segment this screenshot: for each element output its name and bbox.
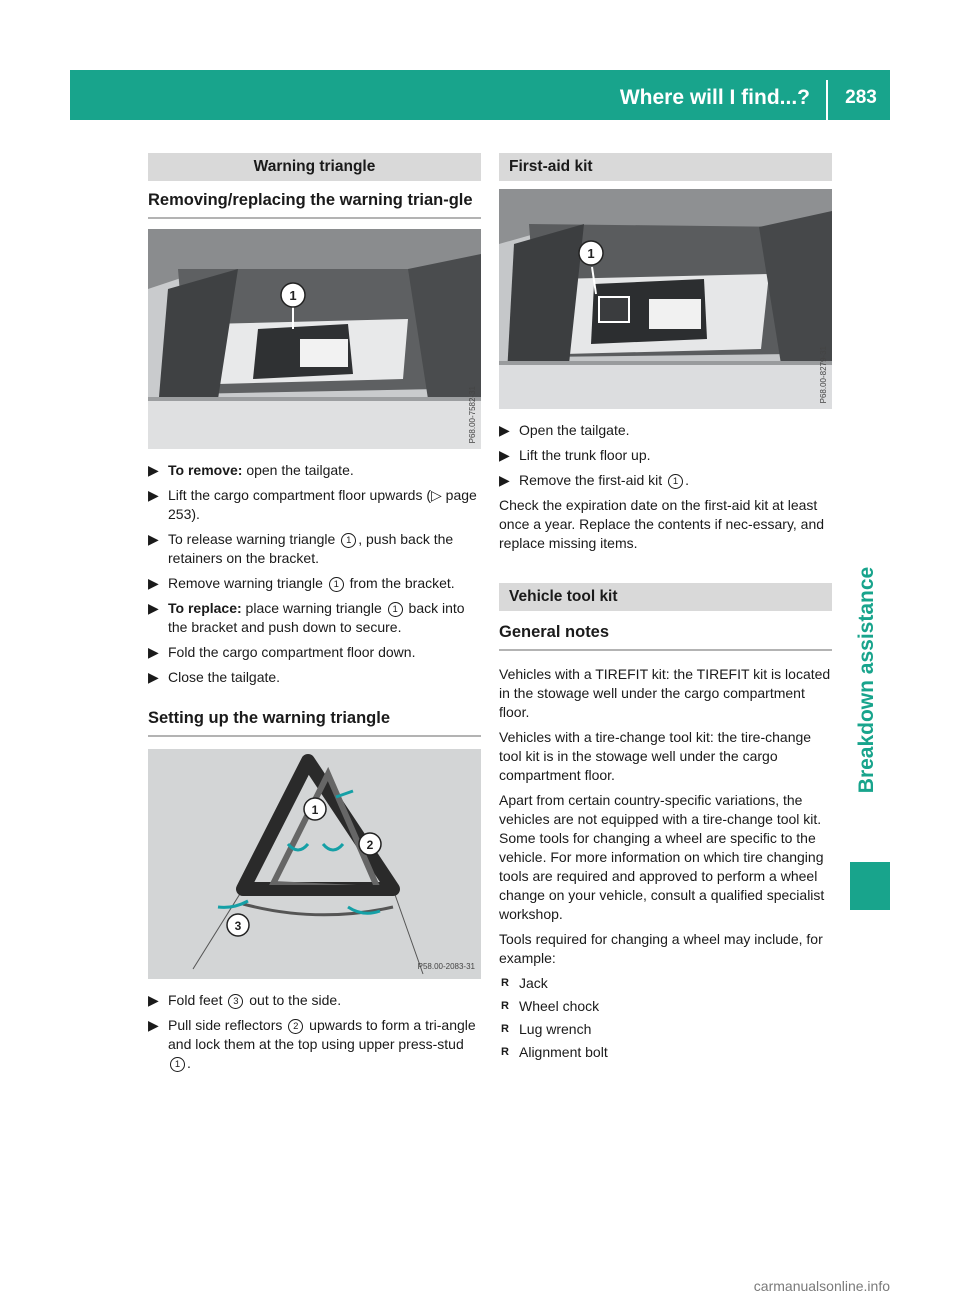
list-item: ▶ To remove: open the tailgate. xyxy=(148,462,354,478)
header-divider xyxy=(826,80,828,120)
paragraph: Tools required for changing a wheel may include, for example: xyxy=(499,931,823,966)
right-column xyxy=(499,153,832,1066)
trunk-first-aid-illustration xyxy=(499,189,832,409)
figure-trunk-warning-triangle xyxy=(148,229,481,449)
expiration-note: Check the expiration date on the first-aid kit at least once a year. Replace the contents if nec-essary, and replace missing items. xyxy=(499,497,825,551)
step-arrow-icon: ▶ xyxy=(148,600,159,616)
list-item: ▶ Lift the trunk floor up. xyxy=(499,447,651,463)
step-arrow-icon: ▶ xyxy=(148,487,159,503)
section-title-first-aid-kit: First-aid kit xyxy=(499,153,832,181)
section-title-vehicle-tool-kit: Vehicle tool kit xyxy=(499,583,832,611)
list-item: ▶ To release warning triangle 1 , push back the retainers on the bracket. xyxy=(148,531,454,566)
step-arrow-icon: ▶ xyxy=(148,992,159,1008)
list-item: ▶ Remove the first-aid kit 1 . xyxy=(499,472,689,488)
left-column xyxy=(148,153,481,1079)
list-item: R Alignment bolt xyxy=(501,1044,608,1060)
step-arrow-icon: ▶ xyxy=(499,447,510,463)
step-arrow-icon: ▶ xyxy=(148,575,159,591)
list-item: R Lug wrench xyxy=(501,1021,592,1037)
callout-3: 3 xyxy=(234,919,242,933)
watermark: carmanualsonline.info xyxy=(753,1278,890,1294)
callout-1: 1 xyxy=(289,288,297,303)
general-notes-body xyxy=(499,665,832,968)
setup-steps xyxy=(148,991,481,1073)
paragraph: Vehicles with a tire-change tool kit: the tire-change tool kit is in the stowage well under the cargo compartment floor. xyxy=(499,729,812,783)
step-arrow-icon: ▶ xyxy=(148,669,159,685)
figure-code: P58.00-2083-31 xyxy=(417,962,475,971)
bullet-icon: R xyxy=(501,1023,509,1035)
list-item: ▶ To replace: place warning triangle 1 back into the bracket and push down to secure. xyxy=(148,600,465,635)
list-item: R Jack xyxy=(501,975,548,991)
header-title: Where will I find...? xyxy=(619,86,810,109)
subheading-removing: Removing/replacing the warning trian-gle xyxy=(148,181,481,219)
paragraph: Vehicles with a TIREFIT kit: the TIREFIT kit is located in the stowage well under the cargo compartment floor. xyxy=(499,666,831,720)
step-arrow-icon: ▶ xyxy=(148,644,159,660)
bullet-icon: R xyxy=(501,977,509,989)
chapter-label: Breakdown assistance xyxy=(855,566,878,794)
list-item: R Wheel chock xyxy=(501,998,600,1014)
chapter-side-tab xyxy=(844,520,890,840)
step-arrow-icon: ▶ xyxy=(499,422,510,438)
callout-1: 1 xyxy=(587,246,595,261)
figure-warning-triangle-setup xyxy=(148,749,481,979)
list-item: ▶ Open the tailgate. xyxy=(499,422,630,438)
step-arrow-icon: ▶ xyxy=(148,531,159,547)
list-item: ▶ Fold the cargo compartment floor down. xyxy=(148,644,416,660)
subheading-setting-up: Setting up the warning triangle xyxy=(148,697,481,737)
list-item: ▶ Pull side reflectors 2 upwards to form a tri-angle and lock them at the top using upper press-stud 1 . xyxy=(148,1017,476,1071)
list-item: ▶ Fold feet 3 out to the side. xyxy=(148,992,342,1008)
page-number: 283 xyxy=(845,87,877,108)
list-item: ▶ Close the tailgate. xyxy=(148,669,281,685)
triangle-illustration xyxy=(148,749,481,979)
subheading-general-notes: General notes xyxy=(499,611,832,651)
list-item: ▶ Lift the cargo compartment floor upwards (▷ page 253). xyxy=(148,487,477,522)
tool-list xyxy=(499,974,832,1062)
bullet-icon: R xyxy=(501,1000,509,1012)
callout-1: 1 xyxy=(311,803,319,817)
bullet-icon: R xyxy=(501,1046,509,1058)
step-arrow-icon: ▶ xyxy=(499,472,510,488)
figure-code: P68.00-7582-31 xyxy=(468,385,477,443)
step-arrow-icon: ▶ xyxy=(148,462,159,478)
paragraph: Apart from certain country-specific variations, the vehicles are not equipped with a tire-change tool kit. Some tools for changing a wheel are specific to the vehicle. For more information on which tire changing tools are required and approved to perform a wheel change on your vehicle, consult a qualified specialist workshop. xyxy=(499,792,825,922)
figure-code: P68.00-8279-31 xyxy=(819,345,828,403)
page-header xyxy=(70,70,890,120)
first-aid-steps xyxy=(499,421,832,490)
chapter-marker-block xyxy=(850,862,890,910)
figure-trunk-first-aid-kit xyxy=(499,189,832,409)
callout-2: 2 xyxy=(366,838,374,852)
list-item: ▶ Remove warning triangle 1 from the bracket. xyxy=(148,575,455,591)
step-arrow-icon: ▶ xyxy=(148,1017,159,1033)
remove-steps xyxy=(148,461,481,687)
trunk-illustration xyxy=(148,229,481,449)
section-title-warning-triangle: Warning triangle xyxy=(148,153,481,181)
